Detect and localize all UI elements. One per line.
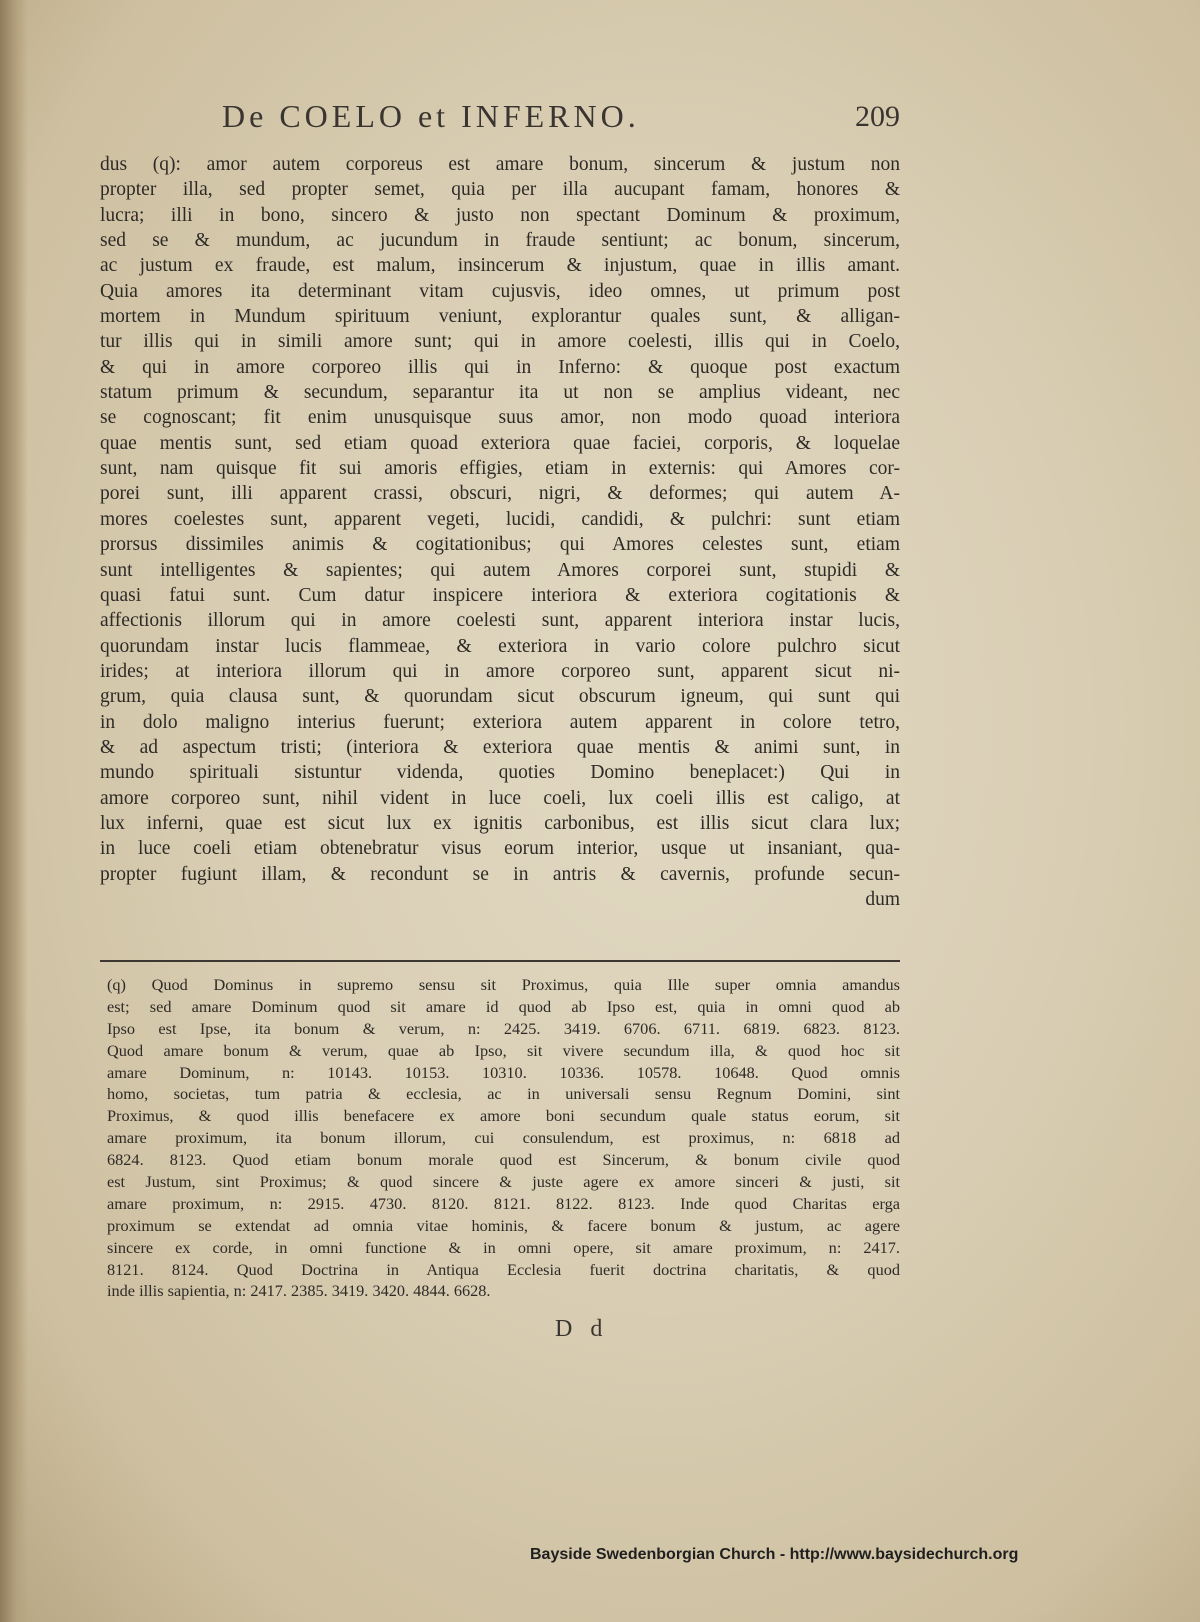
footnote-line: (q) Quod Dominus in supremo sensu sit Proximus, quia Ille super omnia amandus bbox=[107, 975, 900, 994]
body-line: Quia amores ita determinant vitam cujusvis, ideo omnes, ut primum post bbox=[100, 280, 900, 302]
body-line: sunt intelligentes & sapientes; qui autem Amores corporei sunt, stupidi & bbox=[100, 559, 900, 581]
body-line: & ad aspectum tristi; (interiora & exteriora quae mentis & animi sunt, in bbox=[100, 736, 900, 758]
footnote-rule bbox=[100, 960, 900, 962]
body-line: lux inferni, quae est sicut lux ex ignitis carbonibus, est illis sicut clara lux; bbox=[100, 812, 900, 834]
body-line: & qui in amore corporeo illis qui in Inferno: & quoque post exactum bbox=[100, 356, 900, 378]
body-line: sed se & mundum, ac jucundum in fraude sentiunt; ac bonum, sincerum, bbox=[100, 230, 900, 252]
body-line: se cognoscant; fit enim unusquisque suus amor, non modo quoad interiora bbox=[100, 407, 900, 429]
footnote-line: sincere ex corde, in omni functione & in omni opere, sit amare proximum, n: 2417. bbox=[107, 1237, 900, 1257]
body-line: mores coelestes sunt, apparent vegeti, lucidi, candidi, & pulchri: sunt etiam bbox=[100, 508, 900, 530]
body-line: grum, quia clausa sunt, & quorundam sicut obscurum igneum, qui sunt qui bbox=[100, 686, 900, 708]
footnote-line: proximum se extendat ad omnia vitae hominis, & facere bonum & justum, ac agere bbox=[107, 1215, 900, 1235]
body-line: mundo spirituali sistuntur videnda, quoties Domino beneplacet:) Qui in bbox=[100, 762, 900, 784]
body-line: quorundam instar lucis flammeae, & exteriora in vario colore pulchro sicut bbox=[100, 635, 900, 657]
footnote-line: Proximus, & quod illis benefacere ex amore boni secundum quale status eorum, sit bbox=[107, 1106, 900, 1126]
body-line: tur illis qui in simili amore sunt; qui in amore coelesti, illis qui in Coelo, bbox=[100, 331, 900, 353]
body-line: sunt, nam quisque fit sui amoris effigies, etiam in externis: qui Amores cor- bbox=[100, 458, 900, 480]
catchword: dum bbox=[865, 888, 900, 910]
body-line: affectionis illorum qui in amore coelesti sunt, apparent interiora instar lucis, bbox=[100, 610, 900, 632]
footnote-line: est; sed amare Dominum quod sit amare id quod ab Ipso est, quia in omni quod ab bbox=[107, 996, 900, 1016]
body-line: statum primum & secundum, separantur ita ut non se amplius videant, nec bbox=[100, 382, 900, 404]
body-line: propter fugiunt illam, & recondunt se in antris & cavernis, profunde secun- bbox=[100, 863, 900, 885]
footnote-line: amare proximum, n: 2915. 4730. 8120. 8121. 8122. 8123. Inde quod Charitas erga bbox=[107, 1193, 900, 1213]
body-line: dus (q): amor autem corporeus est amare bonum, sincerum & justum non bbox=[100, 154, 900, 175]
body-text bbox=[100, 152, 900, 912]
body-line: irides; at interiora illorum qui in amore corporeo sunt, apparent sicut ni- bbox=[100, 660, 900, 682]
page-number: 209 bbox=[855, 100, 900, 133]
footnote-line: inde illis sapientia, n: 2417. 2385. 3419. 3420. 4844. 6628. bbox=[107, 1281, 491, 1301]
body-line: mortem in Mundum spirituum veniunt, explorantur quales sunt, & alligan- bbox=[100, 306, 900, 328]
footnote-line: est Justum, sint Proximus; & quod sincere & juste agere ex amore sinceri & justi, sit bbox=[107, 1172, 900, 1192]
running-head: De COELO et INFERNO. bbox=[222, 98, 640, 134]
body-line: in dolo maligno interius fuerunt; exteriora autem apparent in colore tetro, bbox=[100, 711, 900, 733]
footnote-line: 8121. 8124. Quod Doctrina in Antiqua Ecclesia fuerit doctrina charitatis, & quod bbox=[107, 1259, 900, 1279]
body-line: prorsus dissimiles animis & cogitationibus; qui Amores celestes sunt, etiam bbox=[100, 534, 900, 556]
footnote-line: homo, societas, tum patria & ecclesia, ac in universali sensu Regnum Domini, sint bbox=[107, 1084, 900, 1104]
body-line: ac justum ex fraude, est malum, insincerum & injustum, quae in illis amant. bbox=[100, 255, 900, 277]
body-line: in luce coeli etiam obtenebratur visus eorum interior, usque ut insaniant, qua- bbox=[100, 838, 900, 860]
body-line: quasi fatui sunt. Cum datur inspicere interiora & exteriora cogitationis & bbox=[100, 584, 900, 606]
body-line: lucra; illi in bono, sincero & justo non spectant Dominum & proximum, bbox=[100, 204, 900, 226]
page-gutter-shadow bbox=[0, 0, 28, 1622]
footnote-line: Quod amare bonum & verum, quae ab Ipso, sit vivere secundum illa, & quod hoc sit bbox=[107, 1040, 900, 1060]
footnote-line: Ipso est Ipse, ita bonum & verum, n: 2425. 3419. 6706. 6711. 6819. 6823. 8123. bbox=[107, 1018, 900, 1038]
signature-mark: D d bbox=[555, 1316, 609, 1342]
credit-watermark: Bayside Swedenborgian Church - http://www.baysidechurch.org bbox=[530, 1546, 1019, 1563]
footnote-line: amare proximum, ita bonum illorum, cui consulendum, est proximus, n: 6818 ad bbox=[107, 1128, 900, 1148]
footnote-line: amare Dominum, n: 10143. 10153. 10310. 10336. 10578. 10648. Quod omnis bbox=[107, 1062, 900, 1082]
body-line: porei sunt, illi apparent crassi, obscuri, nigri, & deformes; qui autem A- bbox=[100, 483, 900, 505]
footnote bbox=[107, 974, 900, 1302]
body-line: propter illa, sed propter semet, quia per illa aucupant famam, honores & bbox=[100, 179, 900, 201]
body-line: quae mentis sunt, sed etiam quoad exteriora quae faciei, corporis, & loquelae bbox=[100, 432, 900, 454]
footnote-line: 6824. 8123. Quod etiam bonum morale quod est Sincerum, & bonum civile quod bbox=[107, 1150, 900, 1170]
body-line: amore corporeo sunt, nihil vident in luce coeli, lux coeli illis est caligo, at bbox=[100, 787, 900, 809]
page-header bbox=[210, 98, 900, 142]
